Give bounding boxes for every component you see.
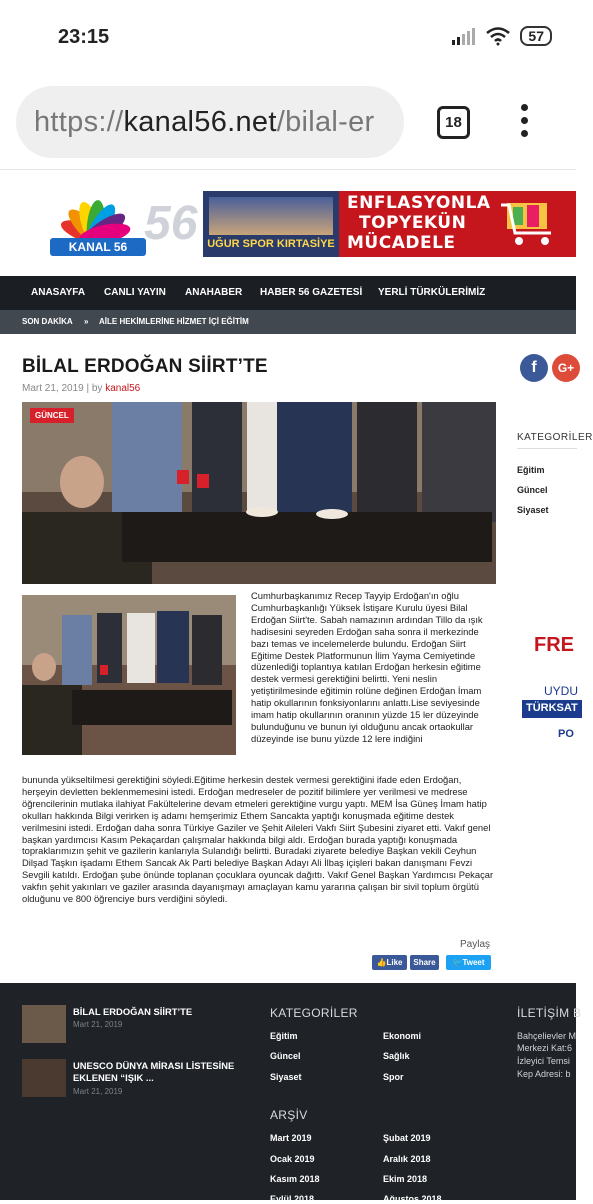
facebook-icon[interactable]: f	[520, 354, 548, 382]
footer-archive-link[interactable]: Eylül 2018	[270, 1194, 315, 1204]
right-sidebar	[512, 340, 593, 970]
footer-archive-link[interactable]: Kasım 2018	[270, 1174, 320, 1184]
hero-photo	[22, 402, 496, 584]
footer-post-date: Mart 21, 2019	[73, 1087, 123, 1096]
footer-archive-link[interactable]: Şubat 2019	[383, 1133, 431, 1143]
banner-store-panel	[203, 191, 339, 257]
footer-contact-line: Merkezi Kat:6	[517, 1043, 573, 1053]
nav-item-haber56-gazetesi[interactable]: HABER 56 GAZETESİ	[260, 287, 363, 298]
tweet-button[interactable]: 🐦Tweet	[446, 955, 491, 970]
google-plus-icon[interactable]: G+	[552, 354, 580, 382]
share-label: Paylaş	[460, 939, 491, 950]
facebook-like-button[interactable]: 👍Like	[372, 955, 407, 970]
ticker-arrows-icon: »	[84, 317, 89, 326]
article-inline-image	[22, 595, 236, 755]
wifi-icon	[486, 27, 510, 45]
footer-archive-link[interactable]: Ağustos 2018	[383, 1194, 442, 1204]
ticker-headline[interactable]: AİLE HEKİMLERİNE HİZMET İÇİ EĞİTİM	[99, 317, 249, 326]
sidebar-ad[interactable]	[522, 610, 579, 790]
footer-category-guncel[interactable]: Güncel	[270, 1051, 301, 1061]
sidebar-divider	[517, 448, 577, 449]
sidebar-category-egitim[interactable]: Eğitim	[517, 465, 545, 475]
footer-contact-line: Kep Adresi: b	[517, 1069, 571, 1079]
article-date: Mart 21, 2019	[22, 383, 84, 394]
article-paragraph-full: bununda yükseltilmesi gerektiğini söyledi.Eğitime herkesin destek vermesi gerektiğini ifade eden Erdoğan, herşeyin devletten beklenmemesini istedi. Erdoğan medreseler de pozitif bilimlere yer verilmesi ve medrese öğrencilerinin mutlaka ilahiyat Fakültelerine devam etmeleri gerektiğine vurgu yaptı. MEM İsa Güneş İmam hatip okulları hakkında Bilgi verirken iş adamı hemşerimiz Ethem Sancakta yaptığı konuşmada eğitime destek verilmesini istedi. Erdoğan daha sonra Türkiye Gaziler ve Şehit Aileleri Vakfı Siirt Şubesini ziyaret etti. Vakıf genel başkan yardımcısı Kasım Pekaçardan çalışmalar hakkında bilgi aldı. Erdoğan burada yaptığı konuşmada topraklarımızın şehit ve gazilerin kanlarıyla Sulandığı belirtti. Buradaki ziyarete belediye Başkan vekili Ceyhun Dilşad Taşkın işadamı Ethem Sancak Ak Parti belediye Başkan Adayı Ali İlbaş içişleri bakan danışmanı Fevzi Sevgili katıldı. Erdoğan şube önünde toplanan çocuklara oyuncak dağıttı. Vakıf Genel Başkan Yardımcısı Pekaçar vakfın şehit yakınları ve gaziler arasında dayanışmayı amaçlayan kamu yararına çalışan bir sivil toplum örgütü olduğunu ve 800 öğrenciye burs verdiğini söyledi.	[22, 774, 494, 905]
breaking-news-ticker	[0, 310, 576, 334]
footer-post-date: Mart 21, 2019	[73, 1020, 123, 1029]
address-bar[interactable]	[16, 86, 404, 158]
browser-toolbar	[0, 78, 576, 170]
sidebar-category-siyaset[interactable]: Siyaset	[517, 505, 549, 515]
footer-archive-link[interactable]: Aralık 2018	[383, 1154, 431, 1164]
footer-post-title[interactable]: UNESCO DÜNYA MİRASI LİSTESİNE EKLENEN “IŞIK ...	[73, 1060, 235, 1083]
logo-text: KANAL 56	[50, 238, 146, 256]
tab-switcher-button[interactable]: 18	[437, 106, 470, 139]
facebook-share-button[interactable]: Share	[410, 955, 439, 970]
banner-line-3: MÜCADELE	[347, 233, 456, 253]
url-path: /bilal-er	[276, 106, 375, 138]
nav-item-anahaber[interactable]: ANAHABER	[185, 287, 243, 298]
footer-archive-link[interactable]: Ekim 2018	[383, 1174, 428, 1184]
footer-category-ekonomi[interactable]: Ekonomi	[383, 1031, 422, 1041]
nav-item-canli-yayin[interactable]: CANLI YAYIN	[104, 287, 166, 298]
footer-archive-link[interactable]: Mart 2019	[270, 1133, 312, 1143]
footer-post-thumb[interactable]	[22, 1059, 66, 1097]
battery-icon: 57	[520, 26, 552, 46]
browser-menu-icon[interactable]	[519, 104, 529, 144]
url-host: kanal56.net	[123, 106, 277, 138]
main-nav	[0, 276, 576, 310]
footer-contact-line: İzleyici Temsi	[517, 1056, 570, 1066]
status-bar	[0, 0, 576, 78]
logo-number: 56	[144, 197, 198, 250]
footer-categories-title: KATEGORİLER	[270, 1006, 358, 1020]
banner-line-1: ENFLASYONLA	[347, 193, 491, 213]
footer-contact-line: Bahçelievler M	[517, 1031, 577, 1041]
sidebar-category-guncel[interactable]: Güncel	[517, 485, 548, 495]
url-scheme: https://	[34, 106, 124, 138]
ad-text-fre: FRE	[534, 634, 574, 656]
nav-item-yerli-turkulerimiz[interactable]: YERLİ TÜRKÜLERİMİZ	[378, 287, 486, 298]
site-header	[0, 176, 576, 276]
article-title: BİLAL ERDOĞAN SİİRT’TE	[22, 356, 268, 377]
footer-post-title[interactable]: BİLAL ERDOĞAN SİİRT’TE	[73, 1006, 193, 1017]
nav-item-anasayfa[interactable]: ANASAYFA	[31, 287, 86, 298]
inline-photo	[22, 595, 236, 755]
footer-archive-title: ARŞİV	[270, 1108, 308, 1122]
footer-post-thumb[interactable]	[22, 1005, 66, 1043]
article-by: | by	[83, 383, 106, 394]
footer-archive-link[interactable]: Ocak 2019	[270, 1154, 315, 1164]
site-footer	[0, 983, 582, 1204]
banner-store-image	[209, 197, 333, 235]
category-badge[interactable]: GÜNCEL	[30, 408, 74, 423]
footer-category-egitim[interactable]: Eğitim	[270, 1031, 298, 1041]
banner-line-2: TOPYEKÜN	[359, 213, 467, 233]
signal-icon	[452, 27, 476, 45]
ad-text-po: PO	[558, 728, 574, 740]
footer-category-siyaset[interactable]: Siyaset	[270, 1072, 302, 1082]
ad-text-uydu: UYDU	[544, 684, 579, 698]
footer-category-saglik[interactable]: Sağlık	[383, 1051, 410, 1061]
article-meta	[22, 383, 140, 394]
status-time: 23:15	[58, 26, 110, 48]
ad-banner[interactable]	[203, 191, 576, 257]
footer-category-spor[interactable]: Spor	[383, 1072, 404, 1082]
article-paragraph-wrap: Cumhurbaşkanımız Recep Tayyip Erdoğan'ın oğlu Cumhurbaşkanlığı Yüksek İstişare Kurulu üyesi Bilal Erdoğan Siirt'te. Sabah namazının ardından Tillo da ışık hadisesini seyreden Erdoğan saha sonra il merkezinde bazı temas ve incelemelerde bulundu. Erdoğan Siirt Eğitime Destek Platformunun İlim Yayma Cemiyetinde düzenlediği toplantıya katılan Erdoğan herkesin eğitime destek vermesi gerektiğini belirtti. Yeni neslin yetiştirilmesinde eğitimin rolüne değinen Erdoğan İmam hatip okullarının fonksiyonlarını anlattı.Lise seviyesinde imam hatip okullarının oranının yüzde 15 ler düzeyinde bulunduğunu ve bunun iyi olduğunu ancak ortaokullar düzeyinde ise bunu yüzde 12 lere indiğini	[251, 590, 483, 744]
footer-contact-title: İLETİŞİM B	[517, 1006, 582, 1020]
thumbs-up-icon: 👍	[376, 958, 387, 967]
ticker-label: SON DAKİKA	[22, 317, 73, 326]
twitter-bird-icon: 🐦	[452, 958, 463, 967]
site-logo[interactable]	[40, 188, 196, 260]
ad-text-turksat: TÜRKSAT	[522, 700, 582, 718]
banner-store-label: UĞUR SPOR KIRTASİYE	[207, 238, 335, 250]
url-text[interactable]	[34, 106, 375, 139]
shopping-cart-icon	[497, 199, 561, 249]
sidebar-categories-title: KATEGORİLER	[517, 432, 593, 443]
status-icons	[452, 26, 552, 46]
article-hero-image	[22, 402, 496, 584]
article-author-link[interactable]: kanal56	[105, 383, 141, 394]
